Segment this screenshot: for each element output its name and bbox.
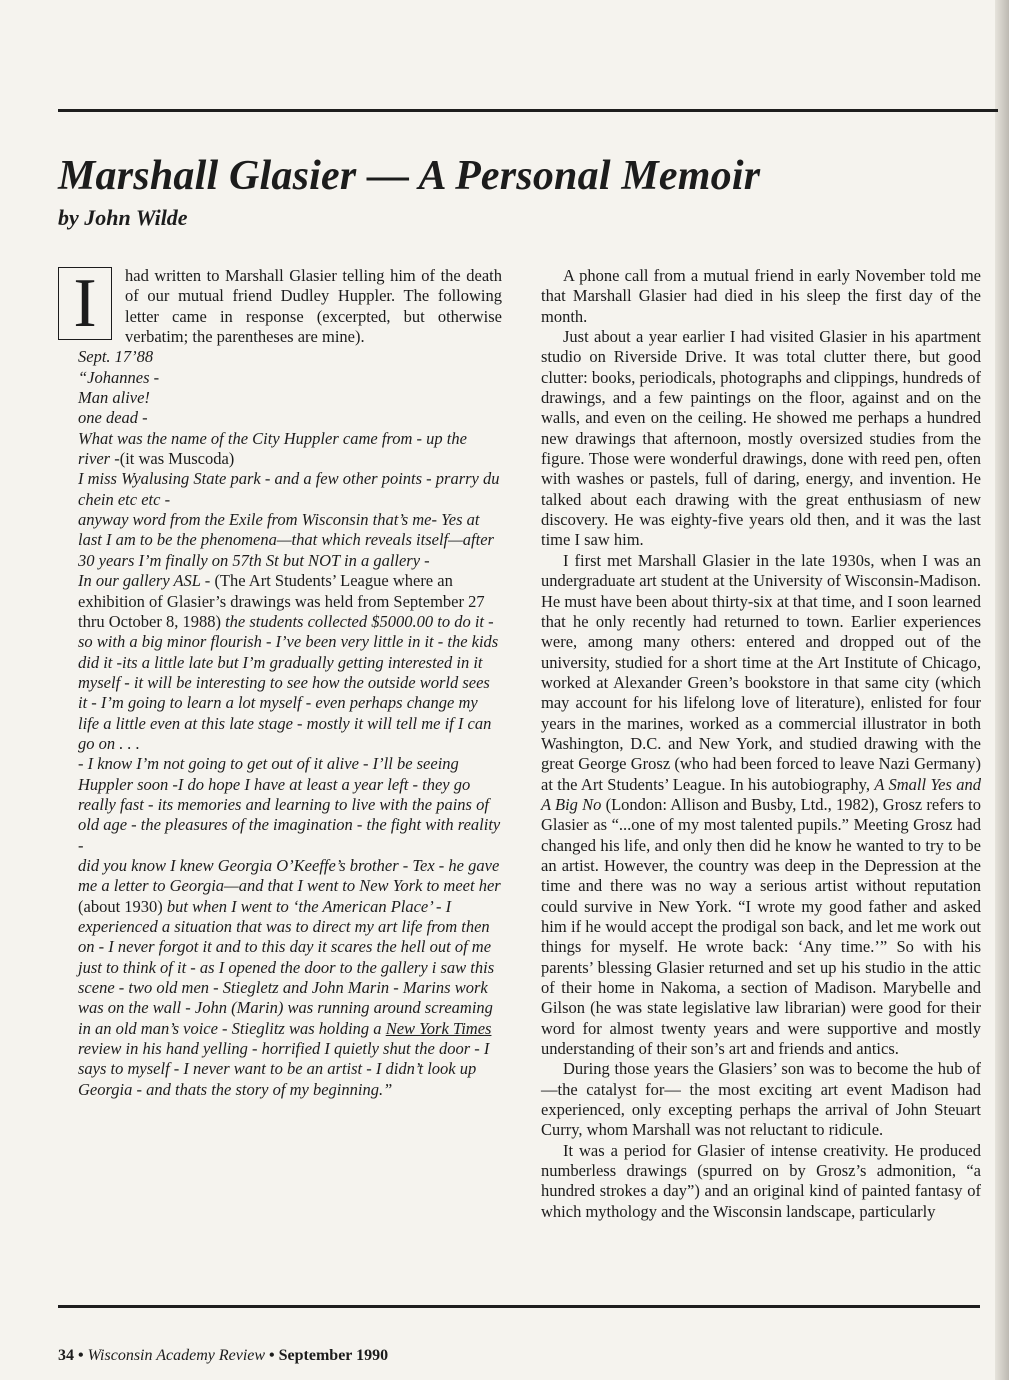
right-column — [541, 266, 981, 1222]
page-number: 34 • — [58, 1347, 84, 1364]
publication-name: Wisconsin Academy Review — [87, 1347, 266, 1364]
letter-text: What was the name of the City Huppler came from - up the river - — [78, 428, 467, 469]
editor-aside: (The Art Students’ League where an exhibition of Glasier’s drawings was held from September 27 thru October 8, 1988) — [78, 571, 485, 631]
letter-line: - I know I’m not going to get out of it alive - I’ll be seeing Huppler soon -I do hope I have at least a year left - they go really fast - its memories and learning to live with the pains of old age - the pleasures of the imagination - the fight with reality - — [78, 754, 501, 855]
page-footer — [58, 1347, 388, 1365]
editor-aside: (about 1930) — [78, 896, 163, 916]
body-paragraph — [541, 551, 981, 1060]
drop-cap: I — [58, 267, 112, 340]
letter-body — [78, 368, 502, 1100]
page-edge-shadow — [995, 0, 1009, 1380]
letter-line: “Johannes - — [78, 367, 160, 387]
letter-line: Man alive! — [78, 388, 150, 408]
letter-line: I miss Wyalusing State park - and a few other points - prarry du chein etc etc - — [78, 469, 500, 509]
letter-text: In our gallery ASL - — [78, 571, 211, 591]
body-text: (London: Allison and Busby, Ltd., 1982), Grosz refers to Glasier as “...one of my most talented pupils.” Meeting Grosz had changed his life, and only then did he know he wanted to try to be an artist. However, the country was deep in the Depression at the time and there was no way a serious artist without reputation could survive in New York. “I wrote my good father and asked him if he would accept the prodigal son back, and let me work out things for myself. He wrote back: ‘Any time.’” So with his parents’ blessing Glasier returned and set up his studio in the attic of their home in Nakoma, a section of Madison. Marybelle and Gilson (he was state legislative law librarian) were good for their word for almost twenty years and were supportive and mostly understanding of their son’s art and friends and antics. — [541, 794, 982, 1059]
body-text: I first met Marshall Glasier in the late 1930s, when I was an undergraduate art student at the University of Wisconsin-Madison. He must have been about thirty-six at that time, and I soon learned that he only recently had returned to town. Earlier experiences were, among many others: entered and dropped out of the university, studied for a short time at the Art Institute of Chicago, worked at Alexander Green’s bookstore in that same city (which may account for his lifelong love of literature), enlisted for four years in the marines, worked as a commercial illustrator in both Washington, D.C. and New York, and studied drawing with the great George Grosz (who had been forced to leave Nazi Germany) at the Art Students’ League. In his autobiography, — [541, 550, 981, 794]
letter-date: Sept. 17’88 — [78, 347, 154, 367]
newspaper-title: New York Times — [385, 1018, 492, 1038]
letter-line: one dead - — [78, 408, 148, 428]
letter-text: review in his hand yelling - horrified I quietly shut the door - I says to myself - I never want to be an artist - I didn’t look up Georgia - and thats the story of my beginning.” — [78, 1039, 490, 1099]
letter-line: anyway word from the Exile from Wisconsin that’s me- Yes at last I am to be the phenomena—that which reveals itself—after 30 years I’m finally on 57th St but NOT in a gallery - — [78, 510, 494, 570]
letter-line — [78, 571, 502, 754]
letter-text: but when I went to ‘the American Place’ - I experienced a situation that was to direct my art life from then on - I never forgot it and to this day it scares the hell out of me just to think of it - as I opened the door to the gallery i saw this scene - two old men - Stiegletz and John Marin - Marins work was on the wall - John (Marin) was running around screaming in an old man’s voice - Stieglitz was holding a — [78, 896, 495, 1038]
body-paragraph: During those years the Glasiers’ son was to become the hub of—the catalyst for— the most exciting art event Madison had experienced, only excepting perhaps the arrival of John Steuart Curry, whom Marshall was not reluctant to ridicule. — [541, 1059, 981, 1140]
article-title: Marshall Glasier — A Personal Memoir — [58, 153, 761, 199]
article-byline: by John Wilde — [58, 205, 188, 230]
body-paragraph: It was a period for Glasier of intense creativity. He produced numberless drawings (spurred on by Grosz’s admonition, “a hundred strokes a day”) and an original kind of painted fantasy of which mythology and the Wisconsin landscape, particularly — [541, 1140, 981, 1221]
body-paragraph: Just about a year earlier I had visited Glasier in his apartment studio on Riverside Drive. It was total clutter there, but good clutter: books, periodicals, photographs and clippings, hundreds of drawings, and a few paintings on the floor, against and on the walls, and even on the ceiling. He showed me perhaps a hundred new drawings that afternoon, mostly oversized studies from the figure. Those were wonderful drawings, done with reed pen, often with washes or pastels, full of daring, energy, and invention. He talked about each drawing with the great enthusiasm of new discovery. He was eighty-five years old then, and it was the last time I saw him. — [541, 327, 981, 550]
bottom-rule — [58, 1305, 980, 1308]
book-title: A Small Yes and A Big No — [541, 774, 981, 814]
letter-line — [78, 856, 502, 1100]
letter-text: did you know I knew Georgia O’Keeffe’s brother - Tex - he gave me a letter to Georgia—and that I went to New York to meet her — [78, 855, 501, 896]
intro-paragraph: had written to Marshall Glasier telling him of the death of our mutual friend Dudley Huppler. The following letter came in response (excerpted, but otherwise verbatim; the parentheses are mine). — [125, 266, 502, 347]
left-column — [73, 265, 502, 1100]
letter-line — [78, 429, 502, 470]
body-paragraph: A phone call from a mutual friend in early November told me that Marshall Glasier had died in his sleep the first day of the month. — [541, 266, 981, 326]
letter-text: the students collected $5000.00 to do it - so with a big minor flourish - I’ve been very little in it - the kids did it -its a little late but I’m gradually getting interested in it myself - it will be interesting to see how the outside world sees it - I’m going to learn a lot myself - even perhaps change my life a little even at this late stage - mostly it will tell me if I can go on . . . — [78, 611, 499, 753]
issue-date: • September 1990 — [269, 1347, 389, 1364]
editor-aside: (it was Muscoda) — [119, 449, 235, 469]
top-rule — [58, 109, 998, 112]
